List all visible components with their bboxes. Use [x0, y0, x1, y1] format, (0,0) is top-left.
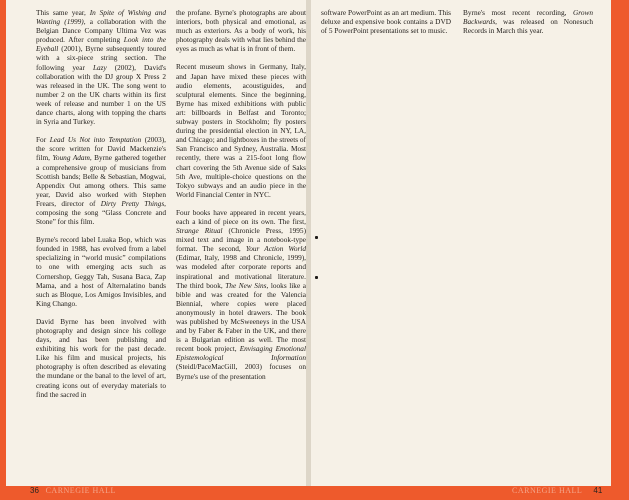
right-column-2	[463, 8, 593, 44]
margin-mark-dot	[315, 236, 318, 239]
right-footer	[512, 486, 602, 495]
right-footer-hall: CARNEGIE HALL	[512, 486, 583, 495]
right-column-1	[321, 8, 451, 44]
right-page	[311, 0, 611, 486]
margin-mark-dot	[315, 276, 318, 279]
paragraph: For Lead Us Not into Temptation (2003), the score written for David Mackenzie's film, Young Adam, Byrne gathered together a comprehensive group of musicians from Scottish bands; Belle & Sebastian, Mogwai, Appendix Out among others. This same year, David also worked with Stephen Frears, director of Dirty Pretty Things, composing the song “Glass Concrete and Stone” for this film.	[36, 135, 167, 227]
paragraph: the profane. Byrne's photographs are about interiors, both physical and emotional, as much as exteriors. As a body of work, his photography deals with what lies behind the eyes as much as what is in front of them.	[176, 8, 306, 54]
left-footer	[30, 486, 116, 495]
left-column-1	[36, 8, 166, 408]
left-column-2	[176, 8, 306, 390]
paragraph: This same year, In Spite of Wishing and Wanting (1999), a collaboration with the Belgian Dance Company Ultima Vez was produced. After completing Look into the Eyeball (2001), Byrne subsequently toured with a six-piece string section. The following year Lazy (2002), David's collaboration with the DJ group X Press 2 was released in the UK. The song went to number 2 on the UK charts within its first week of release and number 1 on the US dance charts, along with topping the charts in Syria and Turkey.	[36, 8, 166, 127]
paragraph: Byrne's most recent recording, Grown Backwards, was released on Nonesuch Records in March this year.	[463, 8, 593, 36]
paragraph: Byrne's record label Luaka Bop, which was founded in 1988, has evolved from a label specializing in “world music” compilations to one with emerging acts such as Cornershop, Geggy Tah, Susana Baca, Zap Mama, and a host of Alternalatino bands such as Bloque, Los Amigos Invisibles, and King Chango.	[36, 235, 166, 308]
left-page	[6, 0, 306, 486]
paragraph: David Byrne has been involved with photography and design since his college days, and has been publishing and exhibiting his work for the past decade. Like his film and musical projects, his photography is often described as elevating the mundane or the banal to the level of art, creating icons out of everyday materials to find the sacred in	[36, 316, 166, 399]
left-footer-hall: CARNEGIE HALL	[45, 486, 116, 495]
paragraph: software PowerPoint as an art medium. This deluxe and expensive book contains a DVD of 5 PowerPoint presentations set to music.	[321, 8, 451, 36]
right-page-number: 41	[593, 486, 603, 495]
paragraph: Four books have appeared in recent years, each a kind of piece on its own. The first, Strange Ritual (Chronicle Press, 1995) mixed text and image in a notebook-type format. The second, Your Action World (Edimar, Italy, 1998 and Chronicle, 1999), was modeled after corporate reports and inspirational and motivational literature. The third book, The New Sins, looks like a bible and was created for the Valencia Biennial, where copies were placed anonymously in hotel drawers. The book was published by McSweeneys in the USA and by Faber & Faber in the UK, and there is a Bulgarian edition as well. The most recent book project, Envisaging Emotional Epistemological Information (Steidl/PaceMacGill, 2003) focuses on Byrne's use of the presentation	[176, 207, 307, 381]
left-page-number: 36	[30, 486, 39, 495]
paragraph: Recent museum shows in Germany, Italy, and Japan have mixed these pieces with audio elements, acoustiguides, and sculptural elements. Since the beginning, Byrne has mixed exhibitions with public art: billboards in Belfast and Toronto; subway posters in Stockholm; fly posters during the presidential election in NY, LA, and Chicago; and lightboxes in the streets of San Francisco and Sydney, Australia. Most recently, there was a 215-foot long flow chart covering the 5th Avenue side of Saks 5th Ave, multiple-choice questions on the Tokyo subways and an audio piece in the World Financial Center in NYC.	[176, 62, 306, 199]
